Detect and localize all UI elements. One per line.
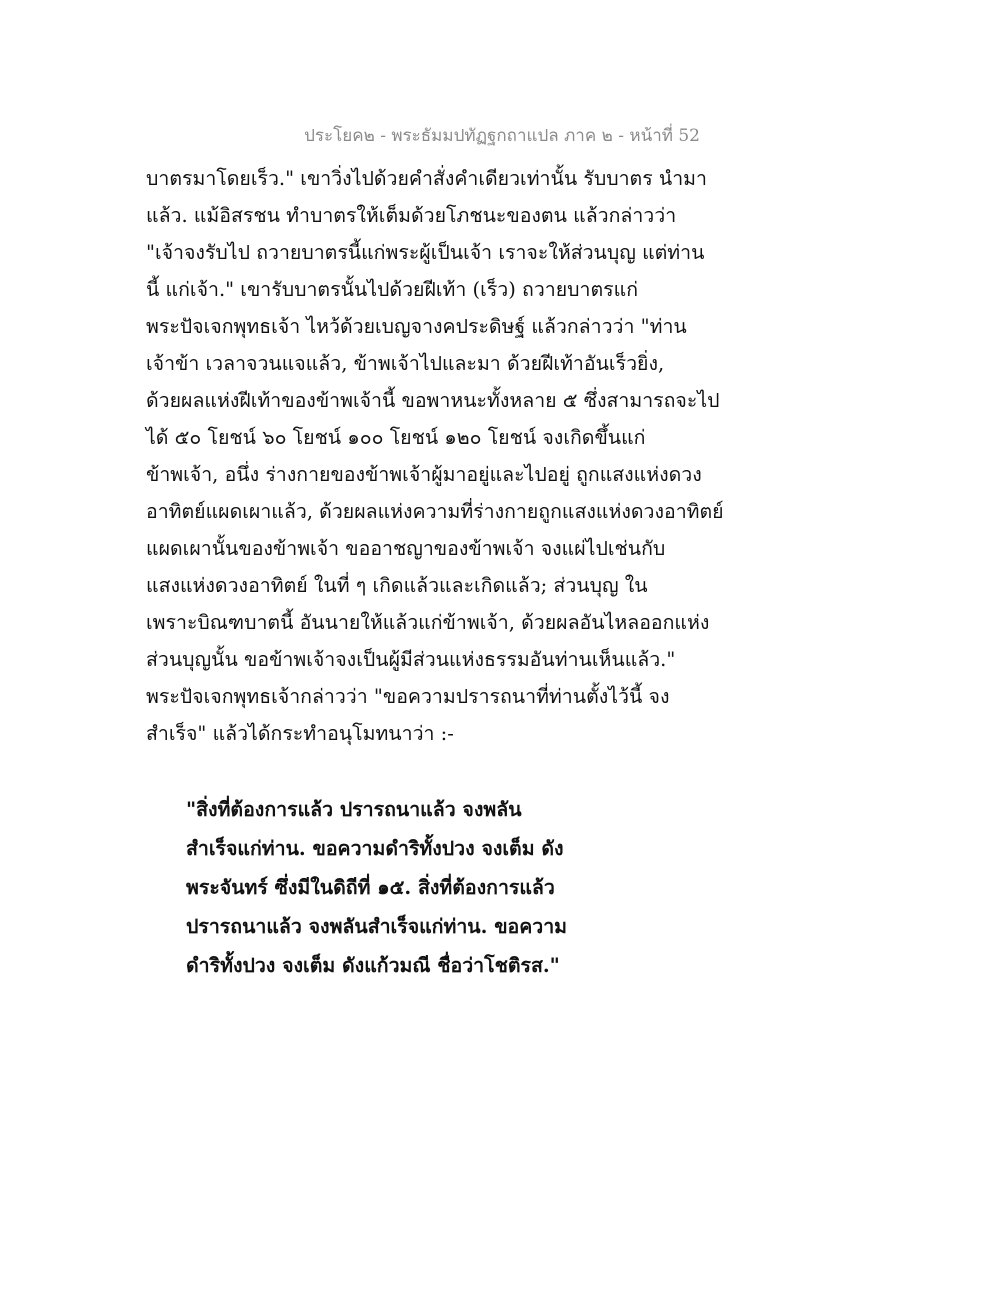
text-line: เพราะบิณฑบาตนี้ อันนายให้แล้วแก่ข้าพเจ้า, ด้วยผลอันไหลออกแห่ง — [146, 611, 710, 634]
text-line: พระปัจเจกพุทธเจ้ากล่าวว่า "ขอความปรารถนาที่ท่านตั้งไว้นี้ จง — [146, 685, 670, 708]
verse-line: สำเร็จแก่ท่าน. ขอความดำริทั้งปวง จงเต็ม ดัง — [186, 837, 564, 860]
text-line: อาทิตย์แผดเผาแล้ว, ด้วยผลแห่งความที่ร่างกายถูกแสงแห่งดวงอาทิตย์ — [146, 500, 724, 523]
verse-line: "สิ่งที่ต้องการแล้ว ปรารถนาแล้ว จงพลัน — [186, 798, 522, 821]
text-line: แล้ว. แม้อิสรชน ทำบาตรให้เต็มด้วยโภชนะของตน แล้วกล่าวว่า — [146, 204, 677, 227]
text-line: สำเร็จ" แล้วได้กระทำอนุโมทนาว่า :- — [146, 722, 454, 745]
text-line: เจ้าข้า เวลาจวนแจแล้ว, ข้าพเจ้าไปและมา ด้วยฝีเท้าอันเร็วยิ่ง, — [146, 352, 665, 375]
body-text — [146, 160, 726, 752]
text-line: นี้ แก่เจ้า." เขารับบาตรนั้นไปด้วยฝีเท้า (เร็ว) ถวายบาตรแก่ — [146, 278, 639, 301]
text-line: ด้วยผลแห่งฝีเท้าของข้าพเจ้านี้ ขอพาหนะทั้งหลาย ๕ ซึ่งสามารถจะไป — [146, 389, 720, 412]
text-line: แสงแห่งดวงอาทิตย์ ในที่ ๆ เกิดแล้วและเกิดแล้ว; ส่วนบุญ ใน — [146, 574, 648, 597]
text-line: ข้าพเจ้า, อนึ่ง ร่างกายของข้าพเจ้าผู้มาอยู่และไปอยู่ ถูกแสงแห่งดวง — [146, 463, 702, 486]
verse-line: พระจันทร์ ซึ่งมีในดิถีที่ ๑๕. สิ่งที่ต้องการแล้ว — [186, 876, 555, 899]
text-line: แผดเผานั้นของข้าพเจ้า ขออาชญาของข้าพเจ้า จงแผ่ไปเช่นกับ — [146, 537, 666, 560]
verse-block — [186, 790, 606, 985]
page-header: ประโยค๒ - พระธัมมปทัฏฐกถาแปล ภาค ๒ - หน้าที่ 52 — [304, 126, 700, 146]
text-line: พระปัจเจกพุทธเจ้า ไหว้ด้วยเบญจางคประดิษฐ์ แล้วกล่าวว่า "ท่าน — [146, 315, 687, 338]
verse-line: ดำริทั้งปวง จงเต็ม ดังแก้วมณี ชื่อว่าโชติรส." — [186, 954, 560, 977]
text-line: ส่วนบุญนั้น ขอข้าพเจ้าจงเป็นผู้มีส่วนแห่งธรรมอันท่านเห็นแล้ว." — [146, 648, 676, 671]
text-line: "เจ้าจงรับไป ถวายบาตรนี้แก่พระผู้เป็นเจ้า เราจะให้ส่วนบุญ แต่ท่าน — [146, 241, 705, 264]
text-line: ได้ ๕๐ โยชน์ ๖๐ โยชน์ ๑๐๐ โยชน์ ๑๒๐ โยชน์ จงเกิดขึ้นแก่ — [146, 426, 646, 449]
text-line: บาตรมาโดยเร็ว." เขาวิ่งไปด้วยคำสั่งคำเดียวเท่านั้น รับบาตร นำมา — [146, 167, 707, 190]
verse-line: ปรารถนาแล้ว จงพลันสำเร็จแก่ท่าน. ขอความ — [186, 915, 568, 938]
